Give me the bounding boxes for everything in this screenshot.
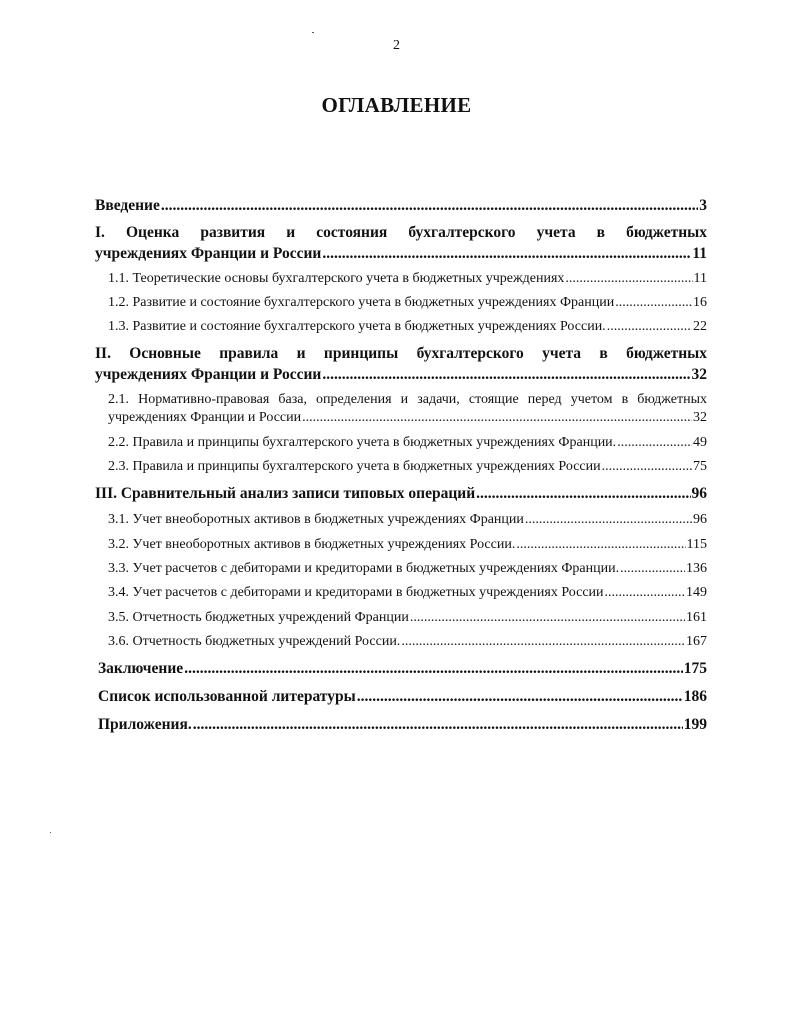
toc-entry-label: учреждениях Франции и России bbox=[95, 245, 322, 262]
toc-entry-conclusion[interactable] bbox=[98, 660, 707, 678]
dot-leader bbox=[193, 716, 683, 734]
toc-entry-page: 199 bbox=[683, 716, 707, 733]
toc-entry-label: Приложения. bbox=[98, 716, 192, 733]
dot-leader bbox=[322, 245, 691, 263]
toc-entry-page: 3 bbox=[699, 197, 707, 214]
toc-entry-label: Введение bbox=[95, 197, 160, 214]
dot-leader bbox=[410, 610, 685, 626]
toc-section-1-1[interactable] bbox=[108, 271, 707, 287]
toc-entry-label: 3.1. Учет внеоборотных активов в бюджетных учреждениях Франции bbox=[108, 512, 524, 527]
page-number: 2 bbox=[393, 38, 400, 53]
toc-entry-page: 11 bbox=[693, 271, 707, 286]
toc-entry-page: 167 bbox=[686, 634, 707, 649]
toc-entry-page: 149 bbox=[686, 585, 707, 600]
toc-entry-references[interactable] bbox=[98, 688, 707, 706]
toc-entry-label: 2.3. Правила и принципы бухгалтерского учета в бюджетных учреждениях России bbox=[108, 459, 601, 474]
toc-entry-page: 96 bbox=[693, 512, 707, 527]
toc-chapter-2[interactable] bbox=[95, 366, 707, 384]
toc-chapter-3[interactable] bbox=[95, 485, 707, 503]
toc-section-1-2[interactable] bbox=[108, 295, 707, 311]
dot-leader bbox=[184, 660, 683, 678]
toc-section-2-1[interactable] bbox=[108, 410, 707, 426]
toc-entry-page: 161 bbox=[686, 610, 707, 625]
toc-entry-label: III. Сравнительный анализ записи типовых операций bbox=[95, 485, 476, 502]
dot-leader bbox=[605, 585, 685, 601]
dot-leader bbox=[302, 410, 692, 426]
dot-leader bbox=[322, 366, 690, 384]
toc-chapter-1-title-line1[interactable]: I. Оценка развития и состояния бухгалтерского учета в бюджетных bbox=[95, 224, 707, 241]
toc-section-3-1[interactable] bbox=[108, 512, 707, 528]
toc-entry-page: 16 bbox=[693, 295, 707, 310]
toc-entry-label: 3.6. Отчетность бюджетных учреждений России. bbox=[108, 634, 401, 649]
toc-section-2-1-line1[interactable]: 2.1. Нормативно-правовая база, определения и задачи, стоящие перед учетом в бюджетных bbox=[108, 392, 707, 407]
toc-entry-page: 32 bbox=[691, 366, 707, 383]
dot-leader bbox=[476, 485, 690, 503]
toc-section-1-3[interactable] bbox=[108, 319, 707, 335]
toc-entry-appendices[interactable] bbox=[98, 716, 707, 734]
toc-entry-intro[interactable] bbox=[95, 197, 707, 215]
toc-section-3-4[interactable] bbox=[108, 585, 707, 601]
dot-leader bbox=[357, 688, 683, 706]
toc-entry-label: 2.2. Правила и принципы бухгалтерского учета в бюджетных учреждениях Франции. bbox=[108, 435, 617, 450]
toc-section-3-2[interactable] bbox=[108, 537, 707, 553]
dot-leader bbox=[602, 459, 692, 475]
dot-leader bbox=[617, 435, 692, 451]
toc-entry-label: 1.3. Развитие и состояние бухгалтерского учета в бюджетных учреждениях России. bbox=[108, 319, 606, 334]
toc-entry-label: 1.1. Теоретические основы бухгалтерского учета в бюджетных учреждениях bbox=[108, 271, 565, 286]
dot-leader bbox=[620, 561, 685, 577]
toc-entry-page: 22 bbox=[693, 319, 707, 334]
toc-entry-page: 186 bbox=[683, 688, 707, 705]
dot-leader bbox=[565, 271, 692, 287]
dot-leader bbox=[615, 295, 692, 311]
dot-leader bbox=[607, 319, 692, 335]
toc-entry-label: учреждениях Франции и России bbox=[108, 410, 302, 425]
toc-chapter-1[interactable] bbox=[95, 245, 707, 263]
toc-entry-page: 32 bbox=[693, 410, 707, 425]
toc-chapter-2-title-line1[interactable]: II. Основные правила и принципы бухгалтерского учета в бюджетных bbox=[95, 345, 707, 362]
toc-entry-page: 49 bbox=[693, 435, 707, 450]
toc-entry-label: 3.4. Учет расчетов с дебиторами и кредиторами в бюджетных учреждениях России bbox=[108, 585, 604, 600]
toc-entry-label: 3.5. Отчетность бюджетных учреждений Франции bbox=[108, 610, 409, 625]
toc-entry-page: 136 bbox=[686, 561, 707, 576]
page-title: ОГЛАВЛЕНИЕ bbox=[321, 93, 472, 117]
dot-leader bbox=[516, 537, 685, 553]
toc-entry-page: 11 bbox=[692, 245, 707, 262]
toc-entry-page: 96 bbox=[691, 485, 707, 502]
toc-section-2-3[interactable] bbox=[108, 459, 707, 475]
toc-entry-page: 75 bbox=[693, 459, 707, 474]
dot-leader bbox=[401, 634, 685, 650]
toc-entry-page: 175 bbox=[683, 660, 707, 677]
toc-section-3-3[interactable] bbox=[108, 561, 707, 577]
toc-section-2-2[interactable] bbox=[108, 435, 707, 451]
toc-entry-label: 1.2. Развитие и состояние бухгалтерского учета в бюджетных учреждениях Франции bbox=[108, 295, 615, 310]
toc-entry-label: 3.2. Учет внеоборотных активов в бюджетных учреждениях России. bbox=[108, 537, 516, 552]
toc-entry-label: Заключение bbox=[98, 660, 184, 677]
toc-entry-label: учреждениях Франции и России bbox=[95, 366, 322, 383]
scan-speck bbox=[50, 832, 51, 833]
dot-leader bbox=[161, 197, 698, 215]
toc-entry-label: 3.3. Учет расчетов с дебиторами и кредиторами в бюджетных учреждениях Франции. bbox=[108, 561, 620, 576]
toc-section-3-6[interactable] bbox=[108, 634, 707, 650]
toc-entry-label: Список использованной литературы bbox=[98, 688, 356, 705]
dot-leader bbox=[525, 512, 692, 528]
toc-section-3-5[interactable] bbox=[108, 610, 707, 626]
toc-entry-page: 115 bbox=[686, 537, 707, 552]
scan-speck bbox=[312, 32, 314, 33]
